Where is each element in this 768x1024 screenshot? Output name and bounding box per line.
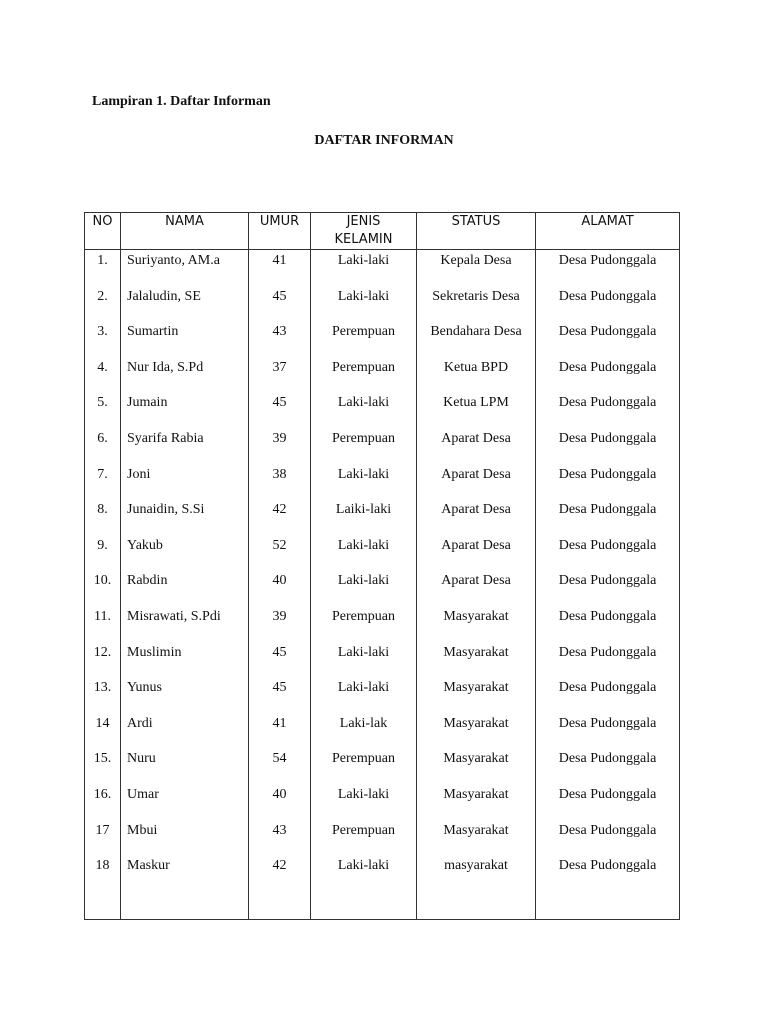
cell-nama: Yakub bbox=[121, 537, 249, 573]
cell-jenis-kelamin: Perempuan bbox=[311, 430, 417, 466]
cell-status: Kepala Desa bbox=[417, 250, 536, 288]
table-row bbox=[85, 359, 680, 395]
informant-table bbox=[84, 212, 680, 920]
cell-status: Aparat Desa bbox=[417, 537, 536, 573]
cell-alamat: Desa Pudonggala bbox=[536, 822, 680, 858]
cell-umur: 38 bbox=[249, 466, 311, 502]
cell-jenis-kelamin: Laki-laki bbox=[311, 466, 417, 502]
cell-no: 12. bbox=[85, 644, 121, 680]
header-jenis-kelamin-line2: KELAMIN bbox=[334, 232, 393, 247]
cell-umur: 43 bbox=[249, 323, 311, 359]
table-header bbox=[85, 213, 680, 250]
cell-umur: 45 bbox=[249, 679, 311, 715]
table-row bbox=[85, 608, 680, 644]
cell-alamat: Desa Pudonggala bbox=[536, 786, 680, 822]
cell-no: 9. bbox=[85, 537, 121, 573]
cell-alamat: Desa Pudonggala bbox=[536, 250, 680, 288]
table-row bbox=[85, 250, 680, 288]
cell-jenis-kelamin: Laki-laki bbox=[311, 288, 417, 324]
cell-nama: Suriyanto, AM.a bbox=[121, 250, 249, 288]
document-title: DAFTAR INFORMAN bbox=[314, 133, 454, 148]
table-row bbox=[85, 786, 680, 822]
cell-nama: Misrawati, S.Pdi bbox=[121, 608, 249, 644]
cell-alamat: Desa Pudonggala bbox=[536, 750, 680, 786]
header-jenis-kelamin bbox=[311, 213, 417, 250]
cell-nama: Nur Ida, S.Pd bbox=[121, 359, 249, 395]
cell-status: masyarakat bbox=[417, 857, 536, 893]
cell-nama: Sumartin bbox=[121, 323, 249, 359]
cell-nama: Maskur bbox=[121, 857, 249, 893]
cell-jenis-kelamin: Laki-laki bbox=[311, 786, 417, 822]
cell-no: 18 bbox=[85, 857, 121, 893]
cell-nama: Jumain bbox=[121, 394, 249, 430]
table-row bbox=[85, 857, 680, 893]
table-row bbox=[85, 323, 680, 359]
cell-umur: 52 bbox=[249, 537, 311, 573]
cell-alamat: Desa Pudonggala bbox=[536, 537, 680, 573]
cell-alamat: Desa Pudonggala bbox=[536, 430, 680, 466]
header-status: STATUS bbox=[417, 213, 536, 250]
cell-alamat: Desa Pudonggala bbox=[536, 501, 680, 537]
cell-nama: Muslimin bbox=[121, 644, 249, 680]
cell-umur: 37 bbox=[249, 359, 311, 395]
cell-nama: Rabdin bbox=[121, 572, 249, 608]
cell-status: Masyarakat bbox=[417, 715, 536, 751]
cell-no: 3. bbox=[85, 323, 121, 359]
cell-alamat: Desa Pudonggala bbox=[536, 857, 680, 893]
lampiran-heading: Lampiran 1. Daftar Informan bbox=[92, 94, 271, 109]
cell-jenis-kelamin: Laki-laki bbox=[311, 857, 417, 893]
cell-status: Masyarakat bbox=[417, 644, 536, 680]
cell-no: 5. bbox=[85, 394, 121, 430]
cell-jenis-kelamin: Laki-laki bbox=[311, 250, 417, 288]
cell-status: Aparat Desa bbox=[417, 572, 536, 608]
cell-status: Masyarakat bbox=[417, 750, 536, 786]
cell-status: Bendahara Desa bbox=[417, 323, 536, 359]
cell-jenis-kelamin: Perempuan bbox=[311, 608, 417, 644]
cell-jenis-kelamin: Laki-laki bbox=[311, 394, 417, 430]
cell-status: Masyarakat bbox=[417, 822, 536, 858]
cell-no: 10. bbox=[85, 572, 121, 608]
header-alamat: ALAMAT bbox=[536, 213, 680, 250]
table-row bbox=[85, 572, 680, 608]
table-row bbox=[85, 715, 680, 751]
cell-umur: 42 bbox=[249, 501, 311, 537]
cell-status: Ketua LPM bbox=[417, 394, 536, 430]
cell-umur: 45 bbox=[249, 644, 311, 680]
cell-no: 17 bbox=[85, 822, 121, 858]
table-row bbox=[85, 501, 680, 537]
table-row bbox=[85, 466, 680, 502]
table-row bbox=[85, 430, 680, 466]
cell-nama: Junaidin, S.Si bbox=[121, 501, 249, 537]
cell-umur: 41 bbox=[249, 715, 311, 751]
header-jenis-kelamin-line1: JENIS bbox=[346, 214, 381, 229]
cell-nama: Jalaludin, SE bbox=[121, 288, 249, 324]
cell-nama: Mbui bbox=[121, 822, 249, 858]
cell-jenis-kelamin: Laki-lak bbox=[311, 715, 417, 751]
cell-no: 13. bbox=[85, 679, 121, 715]
header-umur: UMUR bbox=[249, 213, 311, 250]
table-row bbox=[85, 822, 680, 858]
cell-jenis-kelamin: Laki-laki bbox=[311, 644, 417, 680]
cell-umur: 42 bbox=[249, 857, 311, 893]
cell-no: 15. bbox=[85, 750, 121, 786]
cell-no: 2. bbox=[85, 288, 121, 324]
cell-no: 14 bbox=[85, 715, 121, 751]
cell-jenis-kelamin: Laki-laki bbox=[311, 679, 417, 715]
cell-jenis-kelamin: Perempuan bbox=[311, 323, 417, 359]
cell-status: Ketua BPD bbox=[417, 359, 536, 395]
table-row bbox=[85, 750, 680, 786]
cell-status: Masyarakat bbox=[417, 786, 536, 822]
cell-alamat: Desa Pudonggala bbox=[536, 323, 680, 359]
cell-status: Aparat Desa bbox=[417, 430, 536, 466]
cell-umur: 40 bbox=[249, 786, 311, 822]
cell-no: 4. bbox=[85, 359, 121, 395]
cell-no: 11. bbox=[85, 608, 121, 644]
cell-no: 8. bbox=[85, 501, 121, 537]
cell-umur: 40 bbox=[249, 572, 311, 608]
cell-nama: Umar bbox=[121, 786, 249, 822]
table-bottom-spacer bbox=[85, 893, 680, 920]
cell-umur: 45 bbox=[249, 288, 311, 324]
cell-alamat: Desa Pudonggala bbox=[536, 715, 680, 751]
cell-jenis-kelamin: Laki-laki bbox=[311, 537, 417, 573]
table-row bbox=[85, 644, 680, 680]
cell-alamat: Desa Pudonggala bbox=[536, 572, 680, 608]
cell-alamat: Desa Pudonggala bbox=[536, 608, 680, 644]
cell-jenis-kelamin: Laiki-laki bbox=[311, 501, 417, 537]
cell-alamat: Desa Pudonggala bbox=[536, 394, 680, 430]
cell-no: 1. bbox=[85, 250, 121, 288]
cell-alamat: Desa Pudonggala bbox=[536, 644, 680, 680]
cell-nama: Ardi bbox=[121, 715, 249, 751]
cell-umur: 41 bbox=[249, 250, 311, 288]
cell-alamat: Desa Pudonggala bbox=[536, 359, 680, 395]
cell-umur: 39 bbox=[249, 608, 311, 644]
cell-jenis-kelamin: Perempuan bbox=[311, 750, 417, 786]
cell-status: Masyarakat bbox=[417, 679, 536, 715]
table-header-row bbox=[85, 213, 680, 250]
cell-umur: 54 bbox=[249, 750, 311, 786]
table-row bbox=[85, 537, 680, 573]
cell-jenis-kelamin: Perempuan bbox=[311, 359, 417, 395]
cell-no: 6. bbox=[85, 430, 121, 466]
cell-status: Masyarakat bbox=[417, 608, 536, 644]
cell-no: 7. bbox=[85, 466, 121, 502]
cell-jenis-kelamin: Perempuan bbox=[311, 822, 417, 858]
cell-no: 16. bbox=[85, 786, 121, 822]
table-row bbox=[85, 288, 680, 324]
cell-umur: 45 bbox=[249, 394, 311, 430]
cell-jenis-kelamin: Laki-laki bbox=[311, 572, 417, 608]
cell-nama: Syarifa Rabia bbox=[121, 430, 249, 466]
cell-status: Aparat Desa bbox=[417, 501, 536, 537]
cell-nama: Nuru bbox=[121, 750, 249, 786]
cell-nama: Joni bbox=[121, 466, 249, 502]
cell-status: Aparat Desa bbox=[417, 466, 536, 502]
cell-umur: 43 bbox=[249, 822, 311, 858]
header-nama: NAMA bbox=[121, 213, 249, 250]
table-body bbox=[85, 250, 680, 920]
table-row bbox=[85, 679, 680, 715]
cell-nama: Yunus bbox=[121, 679, 249, 715]
cell-status: Sekretaris Desa bbox=[417, 288, 536, 324]
cell-umur: 39 bbox=[249, 430, 311, 466]
cell-alamat: Desa Pudonggala bbox=[536, 288, 680, 324]
header-no: NO bbox=[85, 213, 121, 250]
cell-alamat: Desa Pudonggala bbox=[536, 466, 680, 502]
cell-alamat: Desa Pudonggala bbox=[536, 679, 680, 715]
table-row bbox=[85, 394, 680, 430]
